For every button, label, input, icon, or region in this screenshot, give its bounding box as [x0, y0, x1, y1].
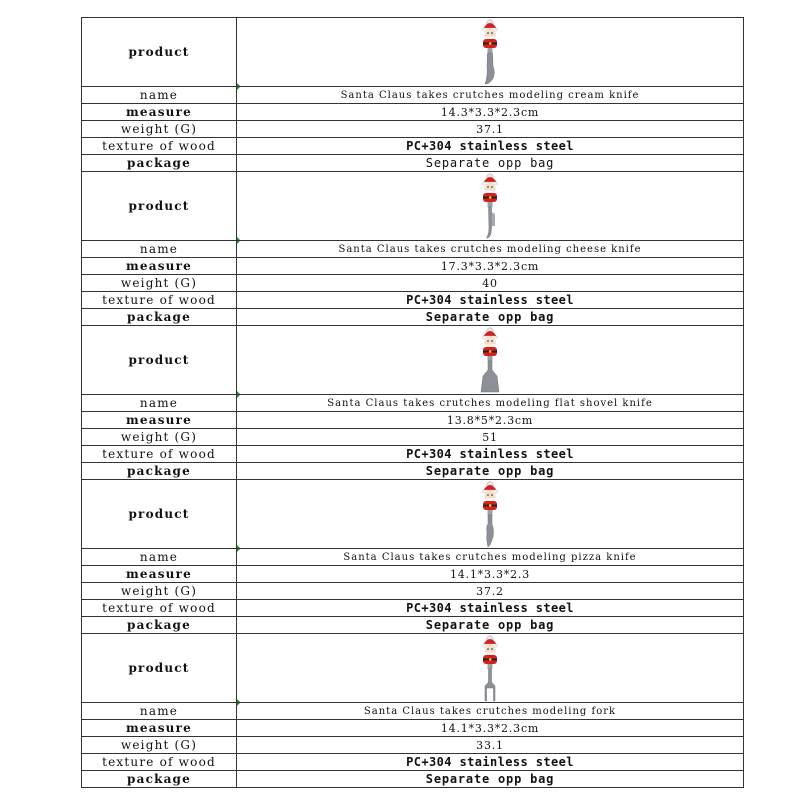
product-image-cell: [237, 18, 744, 87]
measure-label: measure: [82, 258, 237, 275]
texture-label: texture of wood: [82, 138, 237, 155]
product-weight: 37.2: [237, 583, 744, 600]
product-material: PC+304 stainless steel: [237, 600, 744, 617]
weight-label: weight (G): [82, 275, 237, 292]
texture-label: texture of wood: [82, 754, 237, 771]
product-package: Separate opp bag: [237, 617, 744, 634]
package-label: package: [82, 463, 237, 480]
santa-cheese-knife-image: [470, 172, 510, 240]
measure-label: measure: [82, 412, 237, 429]
package-label: package: [82, 155, 237, 172]
product-measure: 14.3*3.3*2.3cm: [237, 104, 744, 121]
product-material: PC+304 stainless steel: [237, 754, 744, 771]
product-package: Separate opp bag: [237, 771, 744, 788]
santa-cream-knife-image: [470, 18, 510, 86]
texture-label: texture of wood: [82, 446, 237, 463]
product-weight: 33.1: [237, 737, 744, 754]
product-label: product: [82, 172, 237, 241]
cell-corner-marker: [237, 87, 240, 90]
santa-fork-image: [470, 634, 510, 702]
product-name-text: Santa Claus takes crutches modeling cream knife: [340, 89, 640, 101]
package-label: package: [82, 771, 237, 788]
weight-label: weight (G): [82, 121, 237, 138]
name-label: name: [82, 549, 237, 566]
product-measure: 13.8*5*2.3cm: [237, 412, 744, 429]
name-label: name: [82, 703, 237, 720]
cell-corner-marker: [237, 549, 240, 552]
product-label: product: [82, 326, 237, 395]
product-image-cell: [237, 326, 744, 395]
product-weight: 40: [237, 275, 744, 292]
santa-flat-shovel-knife-image: [470, 326, 510, 394]
product-image-cell: [237, 172, 744, 241]
product-name: [237, 241, 744, 258]
name-label: name: [82, 395, 237, 412]
product-image-cell: [237, 480, 744, 549]
product-material: PC+304 stainless steel: [237, 446, 744, 463]
product-package: Separate opp bag: [237, 155, 744, 172]
package-label: package: [82, 617, 237, 634]
name-label: name: [82, 87, 237, 104]
weight-label: weight (G): [82, 583, 237, 600]
product-name-text: Santa Claus takes crutches modeling pizza knife: [343, 551, 637, 563]
package-label: package: [82, 309, 237, 326]
product-package: Separate opp bag: [237, 309, 744, 326]
product-weight: 51: [237, 429, 744, 446]
product-weight: 37.1: [237, 121, 744, 138]
product-name-text: Santa Claus takes crutches modeling flat shovel knife: [327, 397, 653, 409]
product-name-text: Santa Claus takes crutches modeling fork: [363, 705, 617, 717]
product-name: [237, 549, 744, 566]
weight-label: weight (G): [82, 737, 237, 754]
product-name: [237, 87, 744, 104]
cell-corner-marker: [237, 395, 240, 398]
product-measure: 14.1*3.3*2.3cm: [237, 720, 744, 737]
product-label: product: [82, 634, 237, 703]
measure-label: measure: [82, 104, 237, 121]
texture-label: texture of wood: [82, 600, 237, 617]
product-name: [237, 703, 744, 720]
weight-label: weight (G): [82, 429, 237, 446]
cell-corner-marker: [237, 703, 240, 706]
santa-pizza-knife-image: [470, 480, 510, 548]
product-name-text: Santa Claus takes crutches modeling cheese knife: [338, 243, 642, 255]
measure-label: measure: [82, 720, 237, 737]
product-name: [237, 395, 744, 412]
product-package: Separate opp bag: [237, 463, 744, 480]
product-material: PC+304 stainless steel: [237, 138, 744, 155]
product-material: PC+304 stainless steel: [237, 292, 744, 309]
product-measure: 14.1*3.3*2.3: [237, 566, 744, 583]
product-image-cell: [237, 634, 744, 703]
product-measure: 17.3*3.3*2.3cm: [237, 258, 744, 275]
product-label: product: [82, 18, 237, 87]
texture-label: texture of wood: [82, 292, 237, 309]
product-label: product: [82, 480, 237, 549]
measure-label: measure: [82, 566, 237, 583]
name-label: name: [82, 241, 237, 258]
product-spec-table: [81, 17, 744, 788]
cell-corner-marker: [237, 241, 240, 244]
